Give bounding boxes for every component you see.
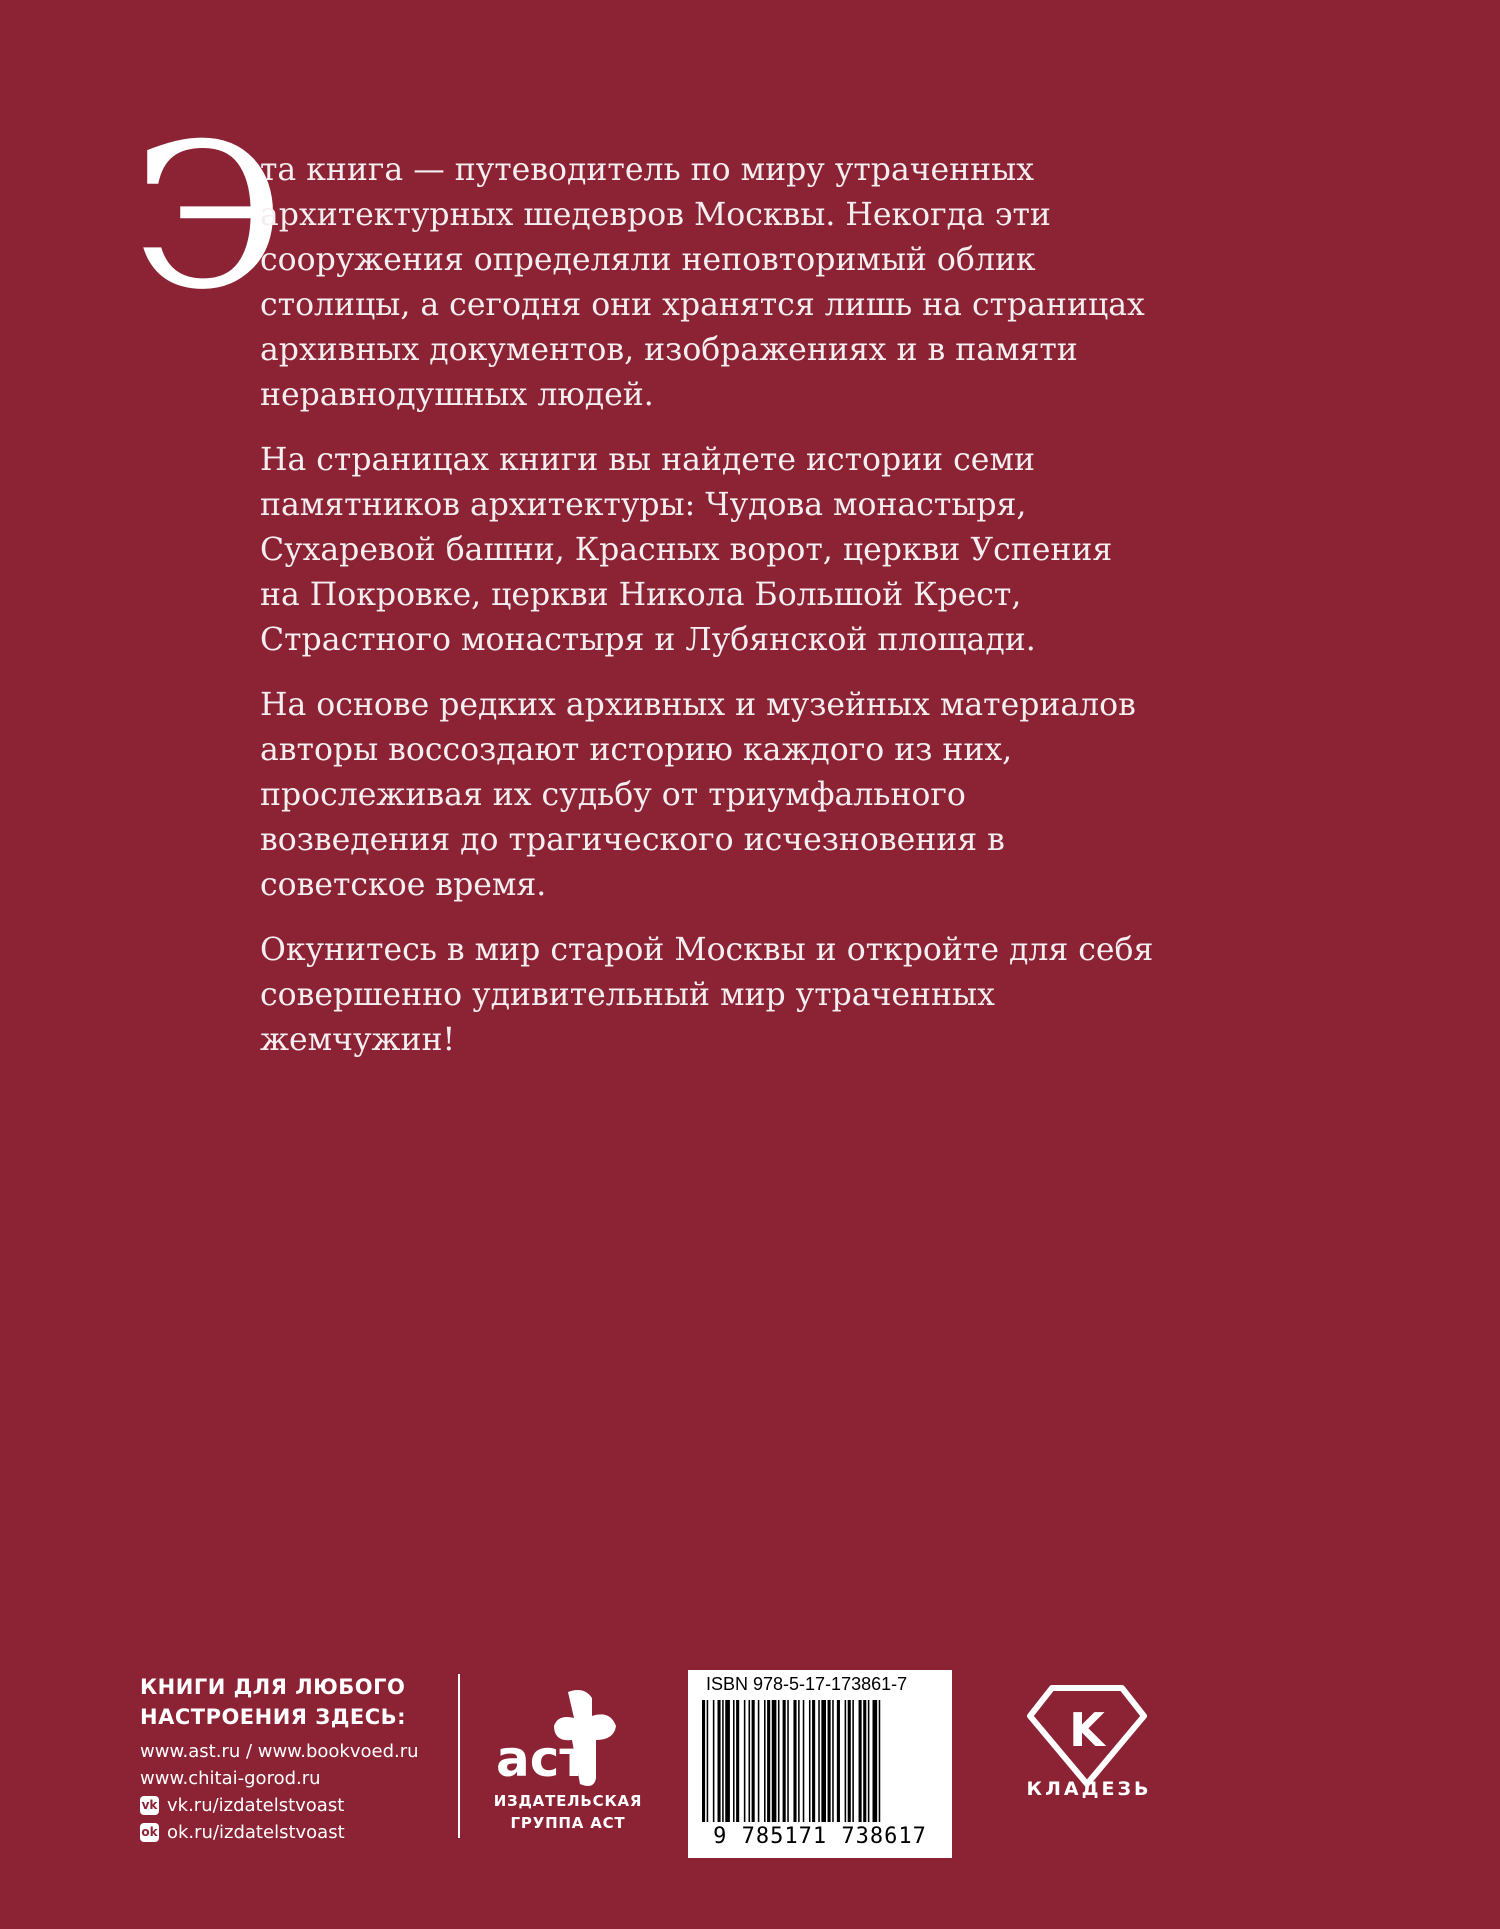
website-links-2[interactable]: www.chitai-gorod.ru bbox=[140, 1768, 321, 1789]
isbn-number: ISBN 978-5-17-173861-7 bbox=[706, 1674, 908, 1694]
website-links-1[interactable]: www.ast.ru / www.bookvoed.ru bbox=[140, 1741, 419, 1762]
ok-link-row[interactable] bbox=[140, 1819, 419, 1846]
publisher-line-2: ГРУППА АСТ bbox=[510, 1814, 626, 1832]
description-paragraph-1: та книга — путеводитель по миру утраченных архитектурных шедевров Москвы. Некогда эти сооружения определяли неповторимый облик столицы, а сегодня они хранятся лишь на страницах архивных документов, изображениях и в памяти неравнодушных людей. bbox=[260, 152, 1145, 413]
description-paragraph-3: На основе редких архивных и музейных материалов авторы воссоздают историю каждого из них, прослеживая их судьбу от триумфального возведения до трагического исчезновения в советское время. bbox=[260, 687, 1136, 903]
publisher-line-1: ИЗДАТЕЛЬСКАЯ bbox=[493, 1792, 643, 1810]
slogan-line-2: НАСТРОЕНИЯ ЗДЕСЬ: bbox=[140, 1705, 407, 1729]
vk-icon: vk bbox=[140, 1796, 159, 1815]
back-cover-footer bbox=[0, 1660, 1500, 1860]
drop-cap: Э bbox=[132, 101, 286, 334]
description-paragraph-4: Окунитесь в мир старой Москвы и откройте для себя совершенно удивительный мир утраченных жемчужин! bbox=[260, 932, 1154, 1058]
publisher-links bbox=[140, 1738, 419, 1846]
publisher-caption bbox=[478, 1790, 658, 1834]
kladez-logo-icon bbox=[1024, 1680, 1150, 1790]
ast-logo-letters: аст bbox=[496, 1730, 589, 1788]
slogan-line-1: КНИГИ ДЛЯ ЛЮБОГО bbox=[140, 1675, 406, 1699]
barcode-number: 9 785171 738617 bbox=[713, 1824, 927, 1849]
kladez-logo-letter: K bbox=[1069, 1703, 1105, 1757]
vk-link-row[interactable] bbox=[140, 1792, 419, 1819]
barcode-icon bbox=[702, 1700, 938, 1822]
imprint-name: КЛАДЕЗЬ bbox=[1026, 1778, 1152, 1800]
vk-link[interactable]: vk.ru/izdatelstvoast bbox=[167, 1795, 345, 1816]
slogan bbox=[140, 1672, 406, 1732]
description-paragraph-2: На страницах книги вы найдете истории семи памятников архитектуры: Чудова монастыря, Сухаревой башни, Красных ворот, церкви Успения на Покровке, церкви Никола Большой Крест, Страстного монастыря и Лубянской площади. bbox=[260, 442, 1113, 658]
book-description bbox=[260, 148, 1160, 1083]
footer-divider bbox=[458, 1674, 460, 1838]
ok-link[interactable]: ok.ru/izdatelstvoast bbox=[167, 1822, 345, 1843]
ok-icon: ok bbox=[140, 1823, 159, 1842]
barcode-block bbox=[688, 1670, 952, 1858]
